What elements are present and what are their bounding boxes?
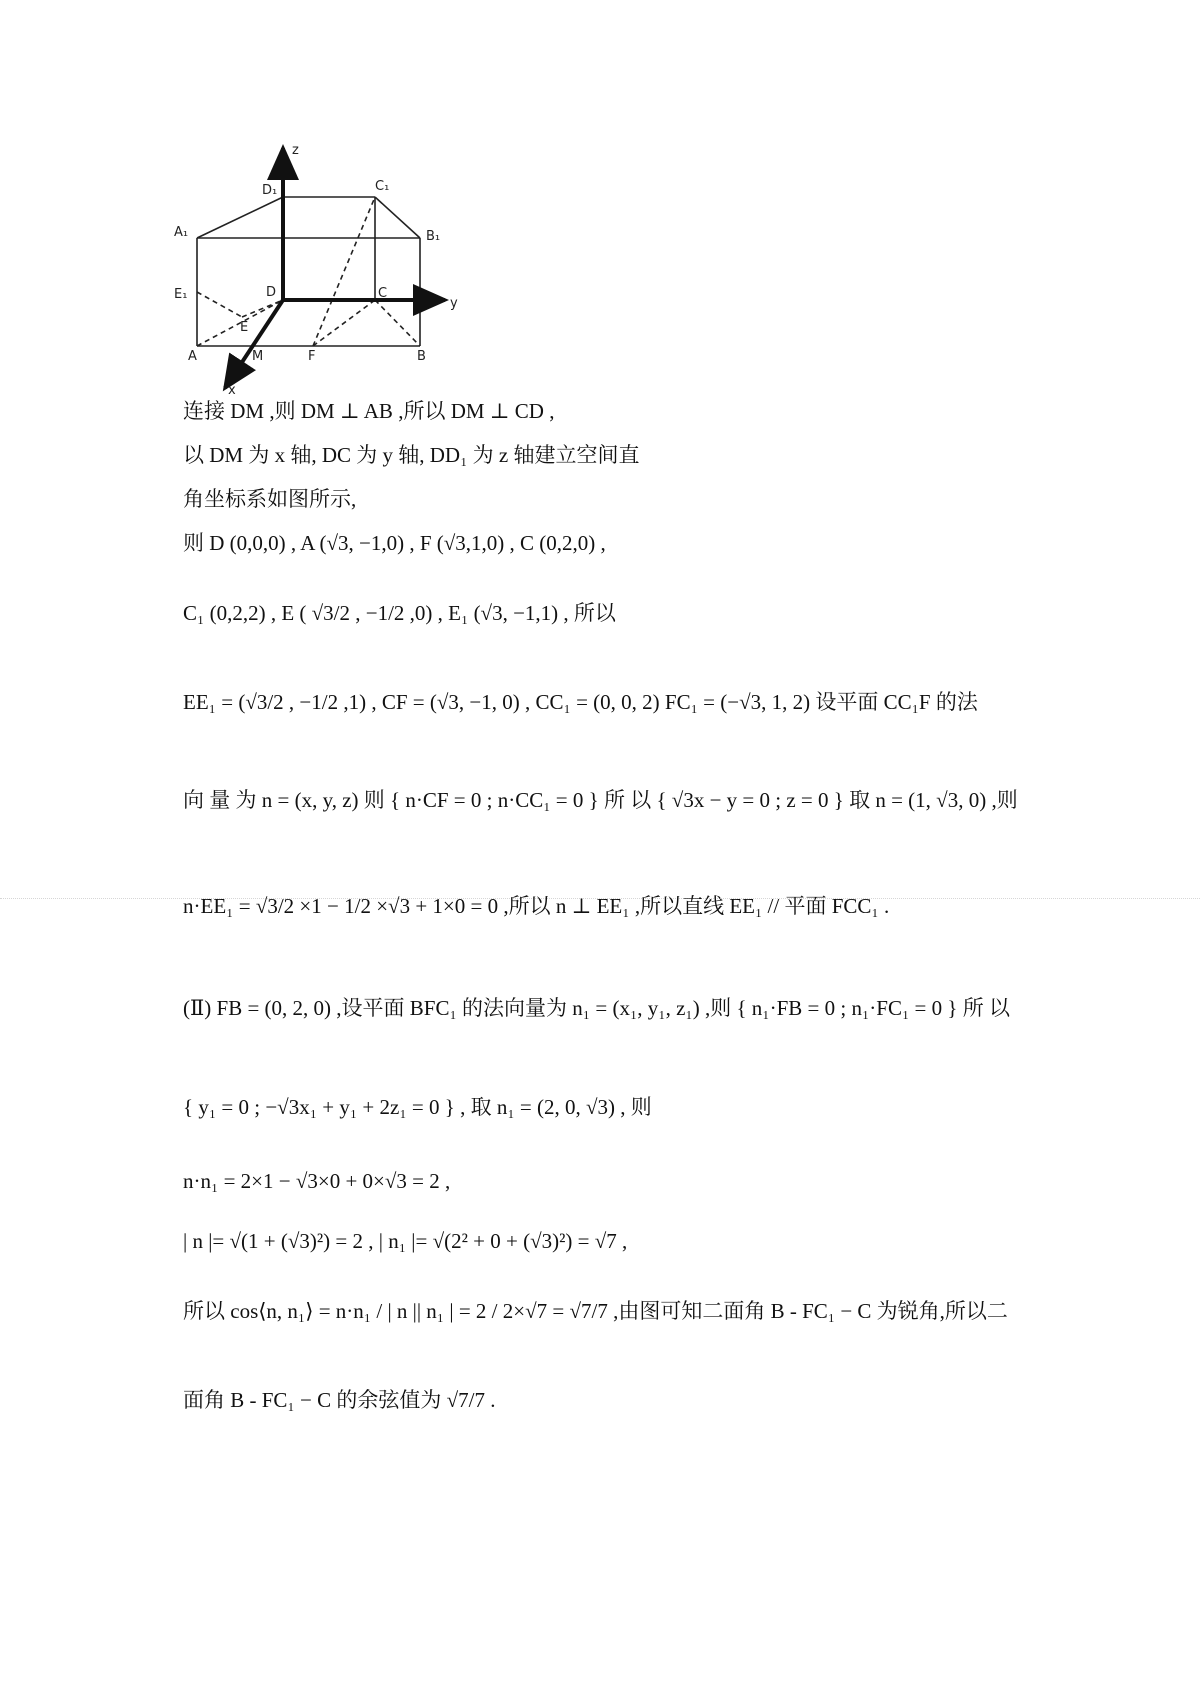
label-A: A bbox=[188, 349, 197, 364]
label-D: D bbox=[266, 285, 277, 300]
x-axis bbox=[225, 300, 283, 388]
label-C1: C₁ bbox=[375, 179, 390, 194]
label-M: M bbox=[252, 349, 264, 364]
label-x: x bbox=[228, 383, 236, 398]
label-A1: A₁ bbox=[174, 225, 189, 240]
dashed-E1-E bbox=[197, 292, 242, 317]
text-line-9: (Ⅱ) FB = (0, 2, 0) ,设平面 BFC₁ 的法向量为 n₁ = (x₁, y₁, z₁) ,则 { n₁·FB = 0 ; n₁·FC₁ = 0 } 所 以 bbox=[183, 996, 1010, 1020]
coordinate-figure bbox=[174, 140, 520, 430]
text-line-14: 面角 B - FC₁ − C 的余弦值为 √7/7 . bbox=[183, 1388, 496, 1412]
dashed-F-C bbox=[313, 300, 375, 346]
text-line-5: C₁ (0,2,2) , E ( √3/2 , −1/2 ,0) , E₁ (√3, −1,1) , 所以 bbox=[183, 601, 616, 625]
text-line-6: EE₁ = (√3/2 , −1/2 ,1) , CF = (√3, −1, 0) , CC₁ = (0, 0, 2) FC₁ = (−√3, 1, 2) 设平面 CC₁F 的法 bbox=[183, 690, 978, 714]
text-line-4: 则 D (0,0,0) , A (√3, −1,0) , F (√3,1,0) , C (0,2,0) , bbox=[183, 531, 606, 555]
label-E: E bbox=[240, 320, 249, 335]
text-line-2: 以 DM 为 x 轴, DC 为 y 轴, DD₁ 为 z 轴建立空间直 bbox=[183, 443, 640, 467]
text-line-3: 角坐标系如图所示, bbox=[183, 487, 357, 511]
text-line-8: n·EE₁ = √3/2 ×1 − 1/2 ×√3 + 1×0 = 0 ,所以 n ⊥ EE₁ ,所以直线 EE₁ // 平面 FCC₁ . bbox=[183, 894, 890, 918]
label-F: F bbox=[308, 349, 316, 364]
edge-A1-D1 bbox=[197, 197, 283, 238]
edge-C1-B1 bbox=[375, 197, 420, 238]
label-E1: E₁ bbox=[174, 287, 188, 302]
text-line-7: 向 量 为 n = (x, y, z) 则 { n·CF = 0 ; n·CC₁ = 0 } 所 以 { √3x − y = 0 ; z = 0 } 取 n = (1, √3, 0) ,则 bbox=[183, 788, 1018, 812]
text-line-11: n·n₁ = 2×1 − √3×0 + 0×√3 = 2 , bbox=[183, 1169, 451, 1193]
label-y: y bbox=[450, 296, 458, 311]
label-B: B bbox=[417, 349, 426, 364]
label-B1: B₁ bbox=[426, 229, 441, 244]
dashed-C-B bbox=[375, 300, 420, 346]
text-line-13: 所以 cos⟨n, n₁⟩ = n·n₁ / | n || n₁ | = 2 / 2×√7 = √7/7 ,由图可知二面角 B - FC₁ − C 为锐角,所以二 bbox=[183, 1299, 1008, 1323]
label-D1: D₁ bbox=[262, 183, 278, 198]
text-line-12: | n |= √(1 + (√3)²) = 2 , | n₁ |= √(2² + 0 + (√3)²) = √7 , bbox=[183, 1229, 628, 1253]
text-line-1: 连接 DM ,则 DM ⊥ AB ,所以 DM ⊥ CD , bbox=[183, 399, 555, 423]
label-z: z bbox=[292, 143, 299, 158]
label-C: C bbox=[378, 286, 388, 301]
text-line-10: { y₁ = 0 ; −√3x₁ + y₁ + 2z₁ = 0 } , 取 n₁ = (2, 0, √3) , 则 bbox=[183, 1095, 652, 1119]
